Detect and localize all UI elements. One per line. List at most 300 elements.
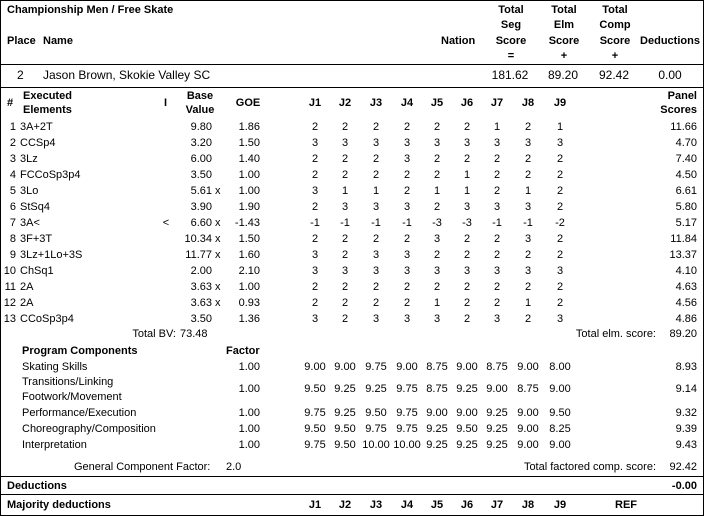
element-number: 10 xyxy=(3,265,16,277)
element-judge-score: 3 xyxy=(341,201,349,213)
judge-header-1: J1 xyxy=(308,97,322,109)
component-factor: 1.00 xyxy=(238,361,260,373)
element-judge-score: 2 xyxy=(524,169,532,181)
element-number: 4 xyxy=(9,169,16,181)
element-judge-score: 2 xyxy=(311,121,319,133)
component-judge-score: 9.75 xyxy=(304,407,326,419)
element-judge-score: 3 xyxy=(524,265,532,277)
element-judge-score: 2 xyxy=(556,185,564,197)
element-judge-score: 3 xyxy=(556,137,564,149)
goe-header: GOE xyxy=(235,97,261,109)
element-number: 2 xyxy=(9,137,16,149)
skater-tes: 89.20 xyxy=(547,68,579,82)
component-judge-score: 9.50 xyxy=(334,439,356,451)
judge-header-7: J7 xyxy=(490,97,504,109)
element-judge-score: 1 xyxy=(524,297,532,309)
element-judge-score: 2 xyxy=(556,169,564,181)
gcf-value: 2.0 xyxy=(226,461,242,473)
element-judge-score: 2 xyxy=(341,121,349,133)
gcf-label: General Component Factor: xyxy=(74,461,211,473)
component-judge-score: 8.75 xyxy=(426,361,448,373)
element-judge-score: 2 xyxy=(433,281,441,293)
element-goe: 1.36 xyxy=(238,313,260,325)
element-judge-score: 1 xyxy=(433,297,441,309)
element-judge-score: 3 xyxy=(311,313,319,325)
element-bonus-mark: x xyxy=(215,281,221,293)
element-code: 3A+2T xyxy=(20,121,53,133)
total-bv-value: 73.48 xyxy=(180,328,208,340)
component-name: Skating Skills xyxy=(22,361,88,373)
component-factor: 1.00 xyxy=(238,423,260,435)
component-judge-score: 9.75 xyxy=(396,407,418,419)
element-judge-score: 2 xyxy=(493,153,501,165)
majority-judge-header-7: J7 xyxy=(490,499,504,511)
base-header-1: Base xyxy=(186,90,214,102)
component-judge-score: 9.00 xyxy=(304,361,326,373)
panel-header-2: Scores xyxy=(660,104,697,116)
elements-num-header: # xyxy=(7,97,14,109)
element-judge-score: 2 xyxy=(524,313,532,325)
majority-judge-header-8: J8 xyxy=(521,499,535,511)
element-judge-score: 3 xyxy=(524,201,532,213)
element-judge-score: 2 xyxy=(493,185,501,197)
tss-header-1: Total xyxy=(498,4,524,16)
element-judge-score: 2 xyxy=(341,153,349,165)
component-judge-score: 9.00 xyxy=(549,383,571,395)
judge-header-9: J9 xyxy=(553,97,567,109)
skater-place: 2 xyxy=(17,68,24,82)
total-elm-value: 89.20 xyxy=(669,328,697,340)
element-panel-score: 11.66 xyxy=(670,121,697,133)
element-panel-score: 4.70 xyxy=(675,137,697,149)
component-panel-score: 9.43 xyxy=(675,439,697,451)
component-judge-score: 9.00 xyxy=(517,439,539,451)
element-judge-score: 2 xyxy=(341,297,349,309)
element-code: CCSp4 xyxy=(20,137,56,149)
component-judge-score: 10.00 xyxy=(362,439,390,451)
component-judge-score: 9.25 xyxy=(486,407,508,419)
element-judge-score: 3 xyxy=(403,265,411,277)
element-judge-score: 3 xyxy=(493,137,501,149)
element-judge-score: 2 xyxy=(463,281,471,293)
element-judge-score: 1 xyxy=(433,185,441,197)
element-judge-score: -1 xyxy=(310,217,320,229)
total-elm-label: Total elm. score: xyxy=(575,328,656,340)
component-judge-score: 9.75 xyxy=(396,423,418,435)
element-judge-score: 1 xyxy=(463,169,471,181)
element-judge-score: 2 xyxy=(403,121,411,133)
element-base-value: 10.34 xyxy=(184,233,212,245)
element-base-value: 3.63 xyxy=(190,297,212,309)
component-name-line2: Footwork/Movement xyxy=(22,391,122,403)
element-number: 11 xyxy=(4,281,16,293)
component-judge-score: 9.00 xyxy=(517,407,539,419)
element-judge-score: 3 xyxy=(433,265,441,277)
element-judge-score: 3 xyxy=(403,153,411,165)
component-judge-score: 9.75 xyxy=(365,423,387,435)
element-judge-score: 1 xyxy=(372,185,380,197)
skater-pcs: 92.42 xyxy=(598,68,630,82)
element-judge-score: 2 xyxy=(341,281,349,293)
element-judge-score: 2 xyxy=(341,233,349,245)
element-number: 12 xyxy=(3,297,16,309)
element-judge-score: 1 xyxy=(463,185,471,197)
pcs-header-4: + xyxy=(611,50,619,62)
element-code: 2A xyxy=(20,297,34,309)
element-goe: -1.43 xyxy=(234,217,260,229)
majority-judge-header-1: J1 xyxy=(308,499,322,511)
element-judge-score: -3 xyxy=(462,217,472,229)
tes-header-1: Total xyxy=(551,4,577,16)
element-panel-score: 6.61 xyxy=(675,185,697,197)
element-number: 1 xyxy=(9,121,16,133)
element-judge-score: 2 xyxy=(311,297,319,309)
element-code: 2A xyxy=(20,281,34,293)
element-judge-score: 2 xyxy=(463,313,471,325)
skater-name: Jason Brown, Skokie Valley SC xyxy=(43,68,211,82)
element-info: < xyxy=(162,217,170,229)
element-judge-score: 2 xyxy=(556,233,564,245)
element-judge-score: 3 xyxy=(311,249,319,261)
element-judge-score: 2 xyxy=(463,249,471,261)
component-judge-score: 9.25 xyxy=(365,383,387,395)
component-judge-score: 9.75 xyxy=(304,439,326,451)
component-judge-score: 8.75 xyxy=(486,361,508,373)
element-number: 3 xyxy=(9,153,16,165)
program-components-title: Program Components xyxy=(22,345,138,357)
element-judge-score: 3 xyxy=(524,137,532,149)
element-judge-score: 1 xyxy=(341,185,349,197)
element-goe: 1.00 xyxy=(238,281,260,293)
element-code: CCoSp3p4 xyxy=(20,313,74,325)
element-goe: 1.50 xyxy=(238,233,260,245)
element-judge-score: 2 xyxy=(311,153,319,165)
element-goe: 1.90 xyxy=(238,201,260,213)
deductions-label: Deductions xyxy=(7,480,67,492)
component-judge-score: 8.75 xyxy=(426,383,448,395)
element-judge-score: 2 xyxy=(493,249,501,261)
component-panel-score: 8.93 xyxy=(675,361,697,373)
element-judge-score: 3 xyxy=(433,313,441,325)
header-divider xyxy=(0,64,704,65)
component-panel-score: 9.32 xyxy=(675,407,697,419)
component-judge-score: 9.00 xyxy=(517,423,539,435)
majority-judge-header-2: J2 xyxy=(338,499,352,511)
element-judge-score: -3 xyxy=(432,217,442,229)
element-judge-score: 3 xyxy=(463,265,471,277)
info-header: I xyxy=(164,97,168,109)
component-name: Interpretation xyxy=(22,439,87,451)
tes-header-2: Elm xyxy=(553,19,575,31)
element-panel-score: 7.40 xyxy=(675,153,697,165)
element-judge-score: 2 xyxy=(341,169,349,181)
component-judge-score: 8.75 xyxy=(517,383,539,395)
element-judge-score: 3 xyxy=(341,137,349,149)
deductions-value: -0.00 xyxy=(671,480,697,492)
component-judge-score: 9.25 xyxy=(334,383,356,395)
element-judge-score: 3 xyxy=(433,233,441,245)
component-factor: 1.00 xyxy=(238,439,260,451)
skater-tss: 181.62 xyxy=(491,68,529,82)
element-judge-score: 2 xyxy=(556,153,564,165)
element-bonus-mark: x xyxy=(215,217,221,229)
element-judge-score: 2 xyxy=(372,233,380,245)
judge-header-6: J6 xyxy=(460,97,474,109)
element-judge-score: 2 xyxy=(433,153,441,165)
element-panel-score: 5.80 xyxy=(675,201,697,213)
component-judge-score: 9.25 xyxy=(426,423,448,435)
skater-deductions: 0.00 xyxy=(658,68,682,82)
element-goe: 1.86 xyxy=(238,121,260,133)
component-judge-score: 9.25 xyxy=(486,439,508,451)
element-judge-score: 3 xyxy=(403,249,411,261)
element-goe: 1.40 xyxy=(238,153,260,165)
element-judge-score: 3 xyxy=(403,313,411,325)
element-judge-score: 1 xyxy=(493,121,501,133)
pcs-header-3: Score xyxy=(599,35,631,47)
element-number: 8 xyxy=(9,233,16,245)
element-judge-score: -1 xyxy=(371,217,381,229)
name-label: Name xyxy=(43,35,73,47)
tes-header-3: Score xyxy=(548,35,580,47)
element-judge-score: 2 xyxy=(463,297,471,309)
element-code: 3Lz+1Lo+3S xyxy=(20,249,83,261)
element-judge-score: 2 xyxy=(311,233,319,245)
element-base-value: 11.77 xyxy=(185,249,212,261)
element-judge-score: 2 xyxy=(493,297,501,309)
element-judge-score: 3 xyxy=(524,233,532,245)
element-bonus-mark: x xyxy=(215,185,221,197)
element-judge-score: 3 xyxy=(341,265,349,277)
factor-header: Factor xyxy=(226,345,260,357)
element-number: 13 xyxy=(3,313,16,325)
element-judge-score: 3 xyxy=(372,313,380,325)
panel-header-1: Panel xyxy=(667,90,697,102)
element-judge-score: -1 xyxy=(492,217,502,229)
majority-judge-header-3: J3 xyxy=(369,499,383,511)
element-judge-score: 3 xyxy=(311,185,319,197)
element-judge-score: 3 xyxy=(311,265,319,277)
element-judge-score: 3 xyxy=(372,265,380,277)
element-bonus-mark: x xyxy=(215,297,221,309)
element-judge-score: 2 xyxy=(463,153,471,165)
element-judge-score: 2 xyxy=(556,281,564,293)
element-number: 5 xyxy=(9,185,16,197)
nation-label: Nation xyxy=(441,35,476,47)
element-code: StSq4 xyxy=(20,201,50,213)
component-name: Performance/Execution xyxy=(22,407,137,419)
element-judge-score: 2 xyxy=(556,249,564,261)
element-judge-score: 2 xyxy=(403,169,411,181)
element-judge-score: 3 xyxy=(493,265,501,277)
element-number: 7 xyxy=(9,217,16,229)
judge-header-5: J5 xyxy=(430,97,444,109)
element-base-value: 3.63 xyxy=(190,281,212,293)
element-judge-score: 2 xyxy=(403,185,411,197)
element-judge-score: 2 xyxy=(524,249,532,261)
tfc-label: Total factored comp. score: xyxy=(523,461,656,473)
element-goe: 1.60 xyxy=(238,249,260,261)
element-goe: 2.10 xyxy=(238,265,260,277)
element-judge-score: 3 xyxy=(493,313,501,325)
element-judge-score: 2 xyxy=(524,281,532,293)
majority-ref-header: REF xyxy=(615,499,637,511)
element-judge-score: 3 xyxy=(372,137,380,149)
element-bonus-mark: x xyxy=(215,233,221,245)
component-panel-score: 9.14 xyxy=(675,383,697,395)
tss-header-4: = xyxy=(507,50,515,62)
element-judge-score: 3 xyxy=(493,201,501,213)
element-judge-score: 3 xyxy=(403,137,411,149)
component-judge-score: 9.25 xyxy=(426,439,448,451)
element-judge-score: 2 xyxy=(341,313,349,325)
component-judge-score: 9.00 xyxy=(549,439,571,451)
majority-judge-header-4: J4 xyxy=(400,499,414,511)
element-bonus-mark: x xyxy=(215,249,221,261)
element-code: FCCoSp3p4 xyxy=(20,169,81,181)
component-judge-score: 9.25 xyxy=(456,383,478,395)
deductions-divider xyxy=(0,494,704,495)
component-judge-score: 9.25 xyxy=(486,423,508,435)
element-judge-score: 2 xyxy=(403,297,411,309)
executed-header-2: Elements xyxy=(23,104,72,116)
majority-judge-header-6: J6 xyxy=(460,499,474,511)
element-judge-score: -1 xyxy=(523,217,533,229)
component-judge-score: 9.75 xyxy=(365,361,387,373)
component-factor: 1.00 xyxy=(238,383,260,395)
element-judge-score: 2 xyxy=(433,169,441,181)
skater-divider xyxy=(0,87,704,88)
element-judge-score: 2 xyxy=(372,281,380,293)
component-name: Choreography/Composition xyxy=(22,423,156,435)
component-judge-score: 9.50 xyxy=(456,423,478,435)
component-factor: 1.00 xyxy=(238,407,260,419)
element-judge-score: 2 xyxy=(403,233,411,245)
pcs-header-1: Total xyxy=(602,4,628,16)
element-base-value: 3.50 xyxy=(190,313,212,325)
element-judge-score: 3 xyxy=(311,137,319,149)
element-code: 3Lo xyxy=(20,185,39,197)
place-label: Place xyxy=(7,35,36,47)
element-judge-score: 2 xyxy=(433,201,441,213)
tfc-value: 92.42 xyxy=(669,461,697,473)
element-base-value: 3.90 xyxy=(190,201,212,213)
component-name: Transitions/Linking xyxy=(22,376,114,388)
element-judge-score: 2 xyxy=(341,249,349,261)
element-judge-score: 3 xyxy=(463,137,471,149)
component-judge-score: 9.50 xyxy=(334,423,356,435)
element-judge-score: 2 xyxy=(493,169,501,181)
element-judge-score: 2 xyxy=(403,281,411,293)
tss-header-2: Seg xyxy=(500,19,522,31)
component-judge-score: 9.50 xyxy=(549,407,571,419)
majority-judge-header-5: J5 xyxy=(430,499,444,511)
element-base-value: 3.50 xyxy=(190,169,212,181)
deductions-header: Deductions xyxy=(640,35,700,47)
component-judge-score: 9.00 xyxy=(426,407,448,419)
component-judge-score: 9.50 xyxy=(365,407,387,419)
element-base-value: 2.00 xyxy=(190,265,212,277)
element-code: ChSq1 xyxy=(20,265,54,277)
element-judge-score: 2 xyxy=(311,201,319,213)
element-judge-score: 1 xyxy=(524,185,532,197)
component-judge-score: 9.25 xyxy=(334,407,356,419)
total-bv-label: Total BV: xyxy=(132,328,176,340)
element-judge-score: -2 xyxy=(555,217,565,229)
element-base-value: 3.20 xyxy=(190,137,212,149)
element-goe: 0.93 xyxy=(238,297,260,309)
executed-header-1: Executed xyxy=(23,90,72,102)
majority-judge-header-9: J9 xyxy=(553,499,567,511)
element-judge-score: 2 xyxy=(524,121,532,133)
element-judge-score: 1 xyxy=(556,121,564,133)
element-judge-score: 3 xyxy=(463,201,471,213)
element-judge-score: 2 xyxy=(556,297,564,309)
component-judge-score: 9.50 xyxy=(304,423,326,435)
element-judge-score: 3 xyxy=(433,137,441,149)
component-judge-score: 10.00 xyxy=(393,439,421,451)
component-judge-score: 9.00 xyxy=(456,361,478,373)
element-judge-score: 3 xyxy=(372,249,380,261)
element-judge-score: 2 xyxy=(433,249,441,261)
element-judge-score: 3 xyxy=(372,201,380,213)
element-panel-score: 4.10 xyxy=(675,265,697,277)
component-judge-score: 9.00 xyxy=(396,361,418,373)
element-judge-score: 2 xyxy=(463,121,471,133)
element-judge-score: 3 xyxy=(556,265,564,277)
element-judge-score: -1 xyxy=(340,217,350,229)
judge-header-4: J4 xyxy=(400,97,414,109)
judge-header-2: J2 xyxy=(338,97,352,109)
element-base-value: 5.61 xyxy=(190,185,212,197)
element-code: 3F+3T xyxy=(20,233,53,245)
component-judge-score: 9.75 xyxy=(396,383,418,395)
element-panel-score: 13.37 xyxy=(669,249,697,261)
element-judge-score: 2 xyxy=(524,153,532,165)
tss-header-3: Score xyxy=(495,35,527,47)
element-panel-score: 4.86 xyxy=(675,313,697,325)
tes-header-4: + xyxy=(560,50,568,62)
element-panel-score: 4.50 xyxy=(675,169,697,181)
element-base-value: 6.60 xyxy=(190,217,212,229)
element-judge-score: -1 xyxy=(402,217,412,229)
element-judge-score: 2 xyxy=(463,233,471,245)
judge-header-8: J8 xyxy=(521,97,535,109)
element-judge-score: 2 xyxy=(372,153,380,165)
element-judge-score: 2 xyxy=(311,169,319,181)
element-number: 6 xyxy=(9,201,16,213)
element-judge-score: 2 xyxy=(493,281,501,293)
element-panel-score: 4.63 xyxy=(675,281,697,293)
element-judge-score: 2 xyxy=(556,201,564,213)
component-judge-score: 9.00 xyxy=(334,361,356,373)
element-judge-score: 3 xyxy=(556,313,564,325)
component-judge-score: 9.00 xyxy=(486,383,508,395)
element-panel-score: 11.84 xyxy=(670,233,697,245)
component-judge-score: 9.00 xyxy=(517,361,539,373)
base-header-2: Value xyxy=(185,104,215,116)
event-title: Championship Men / Free Skate xyxy=(7,4,174,16)
element-judge-score: 2 xyxy=(372,297,380,309)
component-judge-score: 8.25 xyxy=(549,423,571,435)
element-goe: 1.50 xyxy=(238,137,260,149)
element-base-value: 6.00 xyxy=(190,153,212,165)
element-code: 3A< xyxy=(20,217,40,229)
pcs-header-2: Comp xyxy=(599,19,631,31)
component-judge-score: 9.50 xyxy=(304,383,326,395)
component-judge-score: 9.25 xyxy=(456,439,478,451)
element-judge-score: 3 xyxy=(403,201,411,213)
